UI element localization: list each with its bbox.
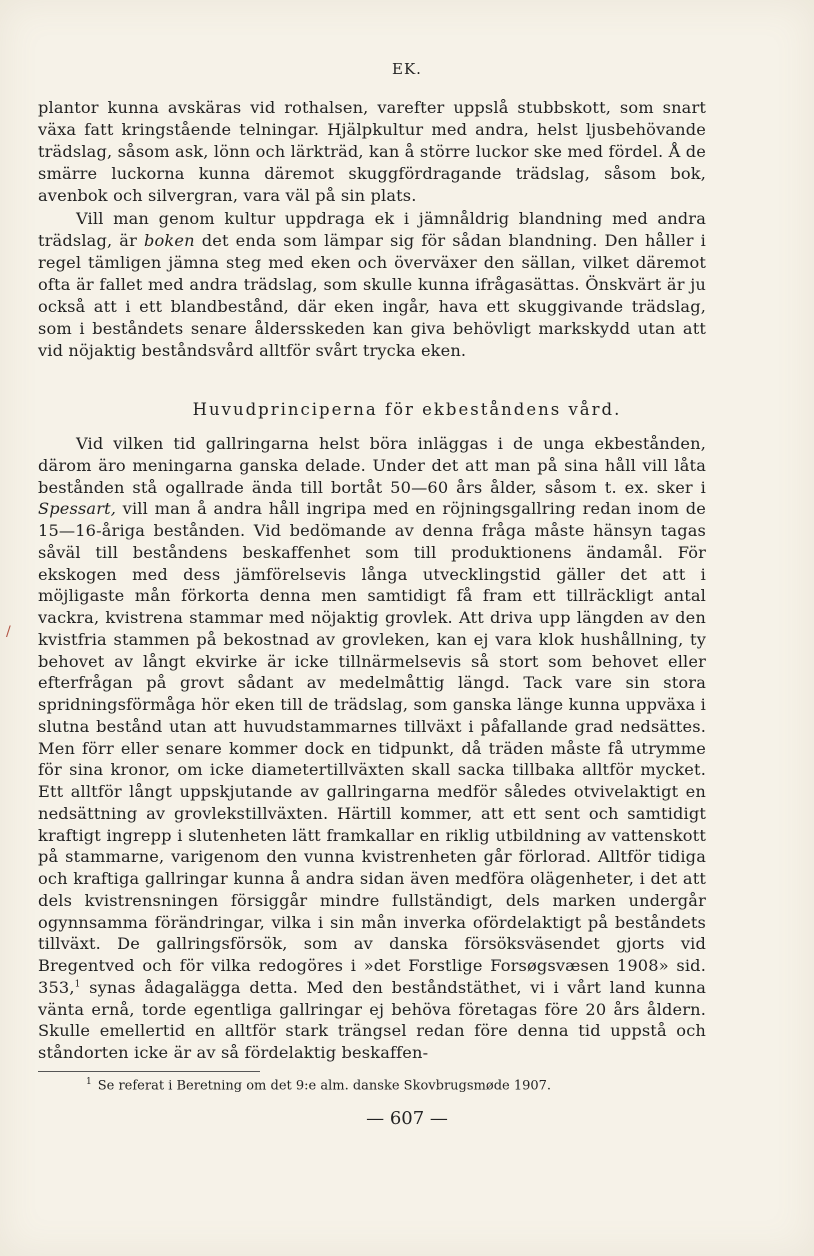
- paragraph-oak-mixture: [38, 208, 706, 362]
- paragraph-3-part2: vill man å andra håll ingripa med en röjningsgallring redan inom de 15—16-åriga bestånden. Vid bedömande av denna fråga måste hänsyn tagas såväl till beståndens beskaffenhet som till produktionens ändamål. För ekskogen med dess jämförelsevis långa utvecklingstid gäller det att i möjligaste mån förkorta denna men samtidigt få fram ett tillräckligt antal vackra, kvistrena stammar med nöjaktig grovlek. Att driva upp längden av den kvistfria stammen på bekostnad av grovleken, kan ej vara klok hushållning, ty behovet av långt ekvirke är icke tillnärmelsevis så stort som behovet eller efterfrågan på grovt sådant av medelmåttig längd. Tack vare sin stora spridningsförmåga hör eken till de trädslag, som ganska länge kunna uppväxa i slutna bestånd utan att huvudstammarnes tillväxt i påfallande grad nedsättes. Men förr eller senare kommer dock en tidpunkt, då träden måste få utrymme för sina kronor, om icke diametertillväxten skall sacka tillbaka alltför mycket. Ett alltför långt uppskjutande av gallringarna medför således otvivelaktigt en nedsättning av grovlekstillväxten. Härtill kommer, att ett sent och samtidigt kraftigt ingrepp i slutenheten lätt framkallar en riklig utbildning av vattenskott på stammarne, varigenom den vunna kvistrenheten går förlorad. Alltför tidiga och kraftiga gallringar kunna å andra sidan även medföra olägenheter, i det att dels kvistrensningen försiggår mindre fullständigt, dels marken undergår ogynnsamma förändringar, vilka i sin mån inverka ofördelaktigt på beståndets tillväxt. De gallringsförsök, som av danska försöksväsendet gjorts vid Bregentved och för vilka redogöres i »det Forstlige Forsøgsvæsen 1908» sid. 353,: [38, 499, 706, 997]
- running-head: EK.: [392, 60, 422, 78]
- paragraph-2: [38, 208, 706, 362]
- paragraph-thinning: [38, 433, 706, 1064]
- footnote-mark: 1: [86, 1077, 92, 1087]
- page-number: — 607 —: [366, 1108, 448, 1129]
- paragraph-3-part3: synas ådagalägga detta. Med den beståndstäthet, vi i vårt land kunna vänta ernå, torde egentliga gallringar ej behöva företagas före 20 års åldern. Skulle emellertid en alltför stark trängsel redan före denna tid uppstå och ståndorten icke är av så fördelaktig beskaffen-: [38, 977, 706, 1062]
- footnote-reference: 1: [74, 979, 81, 990]
- footnote: [86, 1077, 551, 1093]
- paragraph-2-italic: boken: [144, 231, 195, 250]
- paragraph-3-part1: Vid vilken tid gallringarna helst böra inläggas i de unga ekbestånden, därom äro meningarna ganska delade. Under det att man på sina håll vill låta bestånden stå ogallrade ända till bortåt 50—60 års ålder, såsom t. ex. sker i: [38, 434, 706, 497]
- section-heading: Huvudprinciperna för ekbeståndens vård.: [192, 400, 622, 419]
- paragraph-2-start: Vill man genom kultur uppdraga ek i jämnåldrig blandning med andra trädslag, är: [38, 209, 706, 250]
- paragraph-3: [38, 433, 706, 1064]
- margin-mark: /: [6, 624, 11, 640]
- paragraph-1: plantor kunna avskäras vid rothalsen, varefter uppslå stubbskott, som snart växa fatt kringstående telningar. Hjälpkultur med andra, helst ljusbehövande trädslag, såsom ask, lönn och lärkträd, kan å större luckor ske med fördel. Å de smärre luckorna kunna däremot skuggfördragande trädslag, såsom bok, avenbok och silvergran, vara väl på sin plats.: [38, 98, 706, 205]
- paragraph-3-italic: Spessart,: [38, 499, 117, 519]
- footnote-text: Se referat i Beretning om det 9:e alm. danske Skovbrugsmøde 1907.: [97, 1078, 552, 1094]
- footnote-divider: [38, 1071, 260, 1072]
- paragraph-2-end: det enda som lämpar sig för sådan blandning. Den håller i regel tämligen jämna steg med eken och överväxer den sällan, vilket däremot ofta är fallet med andra trädslag, som skulle kunna ifrågasättas. Önskvärt är ju också att i ett blandbestånd, där eken ingår, hava ett skuggivande trädslag, som i beståndets senare åldersskeden kan giva behövligt markskydd utan att vid nöjaktig beståndsvård alltför svårt trycka eken.: [38, 231, 706, 360]
- paragraph-continuation: [38, 97, 706, 207]
